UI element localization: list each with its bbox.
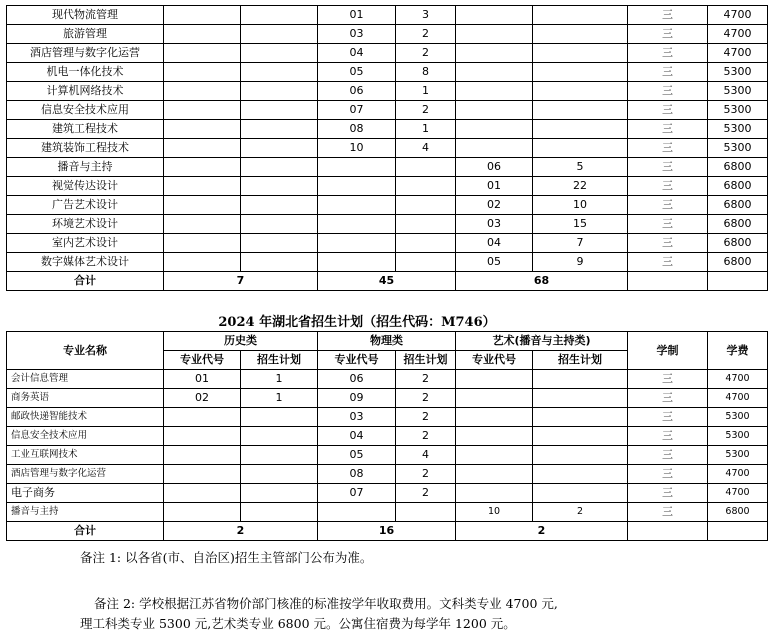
hist-code: [164, 253, 241, 272]
fee: 6800: [708, 177, 768, 196]
art-plan: [533, 370, 628, 389]
hist-code: [164, 408, 241, 427]
fee: 6800: [708, 253, 768, 272]
hist-code: [164, 234, 241, 253]
art-code: [456, 446, 533, 465]
hist-plan: [241, 158, 318, 177]
hist-plan: [241, 408, 318, 427]
total-phys: 45: [318, 272, 456, 291]
art-plan: [533, 25, 628, 44]
phys-code: [318, 158, 396, 177]
note-2-line-1: 备注 2: 学校根据江苏省物价部门核准的标准按学年收取费用。文科类专业 4700 元,: [94, 596, 558, 611]
table-row: [7, 25, 768, 44]
table-row: [7, 484, 768, 503]
years: 三: [628, 139, 708, 158]
hist-code: [164, 158, 241, 177]
art-code: [456, 427, 533, 446]
hist-code: [164, 63, 241, 82]
years: 三: [628, 215, 708, 234]
table-row: [7, 253, 768, 272]
years: 三: [628, 484, 708, 503]
phys-plan: 2: [396, 101, 456, 120]
header-fee: 学费: [708, 332, 768, 370]
table-row: [7, 408, 768, 427]
phys-plan: [396, 234, 456, 253]
table-row: [7, 139, 768, 158]
hist-plan: [241, 465, 318, 484]
art-plan: 5: [533, 158, 628, 177]
table-row: [7, 370, 768, 389]
phys-code: [318, 234, 396, 253]
fee: 4700: [708, 6, 768, 25]
art-plan: [533, 427, 628, 446]
phys-code: [318, 196, 396, 215]
fee: 6800: [708, 234, 768, 253]
years: 三: [628, 408, 708, 427]
major-name: 邮政快递智能技术: [7, 408, 164, 427]
hist-code: [164, 503, 241, 522]
phys-plan: 1: [396, 82, 456, 101]
major-name: 环境艺术设计: [7, 215, 164, 234]
major-name: 播音与主持: [7, 158, 164, 177]
phys-plan: 2: [396, 44, 456, 63]
hist-plan: [241, 234, 318, 253]
phys-code: 03: [318, 408, 396, 427]
header-art-code: 专业代号: [456, 351, 533, 370]
note-1: 备注 1: 以各省(市、自治区)招生主管部门公布为准。: [80, 550, 373, 565]
hubei-admission-table-body: [7, 370, 768, 541]
hubei-admission-table: [6, 331, 768, 541]
major-name: 信息安全技术应用: [7, 101, 164, 120]
fee: 4700: [708, 465, 768, 484]
years: 三: [628, 82, 708, 101]
phys-plan: 2: [396, 389, 456, 408]
fee: 5300: [708, 82, 768, 101]
years: 三: [628, 427, 708, 446]
hist-plan: [241, 82, 318, 101]
art-plan: [533, 101, 628, 120]
major-name: 建筑工程技术: [7, 120, 164, 139]
years: 三: [628, 44, 708, 63]
years: 三: [628, 6, 708, 25]
hist-plan: 1: [241, 389, 318, 408]
phys-code: 08: [318, 465, 396, 484]
art-code: [456, 44, 533, 63]
fee: 6800: [708, 215, 768, 234]
art-code: 06: [456, 158, 533, 177]
art-plan: [533, 465, 628, 484]
major-name: 播音与主持: [7, 503, 164, 522]
table-row: [7, 215, 768, 234]
table-row: [7, 120, 768, 139]
table-row: [7, 465, 768, 484]
phys-code: [318, 177, 396, 196]
phys-code: 06: [318, 82, 396, 101]
art-code: 03: [456, 215, 533, 234]
fee: 5300: [708, 120, 768, 139]
major-name: 酒店管理与数字化运营: [7, 44, 164, 63]
art-code: [456, 139, 533, 158]
major-name: 建筑装饰工程技术: [7, 139, 164, 158]
phys-plan: [396, 215, 456, 234]
fee: 5300: [708, 63, 768, 82]
note-2-line-2: 理工科类专业 5300 元,艺术类专业 6800 元。公寓住宿费为每学年 1200 元。: [80, 616, 516, 631]
total-row: [7, 522, 768, 541]
header-phys-plan: 招生计划: [396, 351, 456, 370]
art-plan: [533, 63, 628, 82]
major-name: 工业互联网技术: [7, 446, 164, 465]
hist-code: [164, 139, 241, 158]
table-row: [7, 427, 768, 446]
art-code: 10: [456, 503, 533, 522]
fee: 5300: [708, 101, 768, 120]
phys-plan: [396, 158, 456, 177]
phys-code: [318, 215, 396, 234]
total-years: [628, 522, 708, 541]
years: 三: [628, 25, 708, 44]
fee: 4700: [708, 25, 768, 44]
years: 三: [628, 234, 708, 253]
art-code: [456, 63, 533, 82]
fee: 5300: [708, 446, 768, 465]
table-row: [7, 63, 768, 82]
total-phys: 16: [318, 522, 456, 541]
hist-code: 02: [164, 389, 241, 408]
header-art-plan: 招生计划: [533, 351, 628, 370]
table-row: [7, 234, 768, 253]
art-code: 01: [456, 177, 533, 196]
phys-plan: 2: [396, 370, 456, 389]
header-years: 学制: [628, 332, 708, 370]
header-physics: 物理类: [318, 332, 456, 351]
years: 三: [628, 158, 708, 177]
table-row: [7, 389, 768, 408]
art-plan: [533, 446, 628, 465]
total-label: 合计: [7, 272, 164, 291]
fee: 6800: [708, 196, 768, 215]
art-code: [456, 465, 533, 484]
hist-plan: [241, 196, 318, 215]
phys-plan: [396, 177, 456, 196]
total-fee: [708, 272, 768, 291]
major-name: 商务英语: [7, 389, 164, 408]
table-row: [7, 177, 768, 196]
art-code: [456, 82, 533, 101]
table-row: [7, 82, 768, 101]
years: 三: [628, 253, 708, 272]
art-plan: 7: [533, 234, 628, 253]
art-code: 05: [456, 253, 533, 272]
phys-code: [318, 253, 396, 272]
hist-plan: [241, 6, 318, 25]
major-name: 旅游管理: [7, 25, 164, 44]
header-hist-code: 专业代号: [164, 351, 241, 370]
major-name: 信息安全技术应用: [7, 427, 164, 446]
fee: 5300: [708, 408, 768, 427]
art-plan: 22: [533, 177, 628, 196]
phys-code: 01: [318, 6, 396, 25]
total-years: [628, 272, 708, 291]
art-plan: [533, 389, 628, 408]
hist-plan: [241, 215, 318, 234]
art-code: [456, 484, 533, 503]
art-plan: [533, 484, 628, 503]
art-code: [456, 25, 533, 44]
years: 三: [628, 177, 708, 196]
art-plan: 10: [533, 196, 628, 215]
phys-plan: 2: [396, 484, 456, 503]
art-code: [456, 6, 533, 25]
header-art: 艺术(播音与主持类): [456, 332, 628, 351]
phys-code: 07: [318, 101, 396, 120]
art-code: [456, 370, 533, 389]
major-name: 数字媒体艺术设计: [7, 253, 164, 272]
fee: 5300: [708, 139, 768, 158]
table-row: [7, 44, 768, 63]
hist-code: [164, 101, 241, 120]
hist-code: [164, 25, 241, 44]
phys-code: 04: [318, 427, 396, 446]
phys-plan: [396, 196, 456, 215]
hist-plan: [241, 44, 318, 63]
hist-code: [164, 196, 241, 215]
phys-code: [318, 503, 396, 522]
years: 三: [628, 196, 708, 215]
major-name: 现代物流管理: [7, 6, 164, 25]
art-code: 02: [456, 196, 533, 215]
years: 三: [628, 101, 708, 120]
years: 三: [628, 389, 708, 408]
phys-plan: 8: [396, 63, 456, 82]
fee: 4700: [708, 44, 768, 63]
phys-code: 10: [318, 139, 396, 158]
art-plan: [533, 120, 628, 139]
fee: 4700: [708, 389, 768, 408]
hist-plan: 1: [241, 370, 318, 389]
table-row: [7, 158, 768, 177]
hist-code: [164, 465, 241, 484]
header-hist-plan: 招生计划: [241, 351, 318, 370]
years: 三: [628, 465, 708, 484]
hist-code: [164, 82, 241, 101]
years: 三: [628, 503, 708, 522]
header-major: 专业名称: [7, 332, 164, 370]
art-plan: [533, 82, 628, 101]
years: 三: [628, 370, 708, 389]
total-art: 68: [456, 272, 628, 291]
header-history: 历史类: [164, 332, 318, 351]
hist-plan: [241, 446, 318, 465]
art-code: [456, 408, 533, 427]
hist-code: [164, 446, 241, 465]
hist-code: [164, 6, 241, 25]
major-name: 视觉传达设计: [7, 177, 164, 196]
phys-code: 05: [318, 446, 396, 465]
fee: 4700: [708, 370, 768, 389]
phys-code: 07: [318, 484, 396, 503]
table-row: [7, 6, 768, 25]
art-plan: 15: [533, 215, 628, 234]
hist-plan: [241, 503, 318, 522]
phys-plan: 1: [396, 120, 456, 139]
major-name: 酒店管理与数字化运营: [7, 465, 164, 484]
table-row: [7, 446, 768, 465]
art-code: 04: [456, 234, 533, 253]
art-code: [456, 389, 533, 408]
admission-table-prev-body: [7, 6, 768, 291]
table-row: [7, 196, 768, 215]
art-code: [456, 120, 533, 139]
hist-code: [164, 484, 241, 503]
phys-plan: 3: [396, 6, 456, 25]
hist-plan: [241, 139, 318, 158]
phys-code: 08: [318, 120, 396, 139]
art-plan: [533, 44, 628, 63]
phys-plan: 4: [396, 446, 456, 465]
fee: 6800: [708, 503, 768, 522]
hist-code: [164, 44, 241, 63]
total-label: 合计: [7, 522, 164, 541]
years: 三: [628, 120, 708, 139]
major-name: 广告艺术设计: [7, 196, 164, 215]
hist-plan: [241, 101, 318, 120]
major-name: 室内艺术设计: [7, 234, 164, 253]
art-plan: [533, 139, 628, 158]
total-hist: 2: [164, 522, 318, 541]
phys-code: 09: [318, 389, 396, 408]
fee: 5300: [708, 427, 768, 446]
hist-plan: [241, 484, 318, 503]
hist-code: 01: [164, 370, 241, 389]
hist-code: [164, 215, 241, 234]
art-plan: [533, 6, 628, 25]
hist-plan: [241, 253, 318, 272]
phys-plan: 2: [396, 408, 456, 427]
major-name: 机电一体化技术: [7, 63, 164, 82]
phys-code: 05: [318, 63, 396, 82]
hist-code: [164, 427, 241, 446]
total-row: [7, 272, 768, 291]
art-plan: 2: [533, 503, 628, 522]
art-plan: [533, 408, 628, 427]
phys-plan: 2: [396, 25, 456, 44]
hist-plan: [241, 427, 318, 446]
fee: 6800: [708, 158, 768, 177]
admission-table-prev: [6, 5, 768, 291]
art-plan: 9: [533, 253, 628, 272]
major-name: 会计信息管理: [7, 370, 164, 389]
hist-plan: [241, 25, 318, 44]
phys-plan: [396, 253, 456, 272]
total-fee: [708, 522, 768, 541]
years: 三: [628, 446, 708, 465]
phys-code: 06: [318, 370, 396, 389]
total-art: 2: [456, 522, 628, 541]
phys-plan: 2: [396, 427, 456, 446]
hist-plan: [241, 63, 318, 82]
phys-plan: 4: [396, 139, 456, 158]
major-name: 计算机网络技术: [7, 82, 164, 101]
phys-code: 03: [318, 25, 396, 44]
header-phys-code: 专业代号: [318, 351, 396, 370]
hist-plan: [241, 177, 318, 196]
major-name: 电子商务: [7, 484, 164, 503]
fee: 4700: [708, 484, 768, 503]
art-code: [456, 101, 533, 120]
table-row: [7, 503, 768, 522]
hist-code: [164, 120, 241, 139]
years: 三: [628, 63, 708, 82]
hist-code: [164, 177, 241, 196]
hist-plan: [241, 120, 318, 139]
phys-plan: [396, 503, 456, 522]
phys-plan: 2: [396, 465, 456, 484]
hubei-plan-title: 2024 年湖北省招生计划（招生代码：M746）: [218, 315, 496, 330]
phys-code: 04: [318, 44, 396, 63]
table-row: [7, 101, 768, 120]
total-hist: 7: [164, 272, 318, 291]
